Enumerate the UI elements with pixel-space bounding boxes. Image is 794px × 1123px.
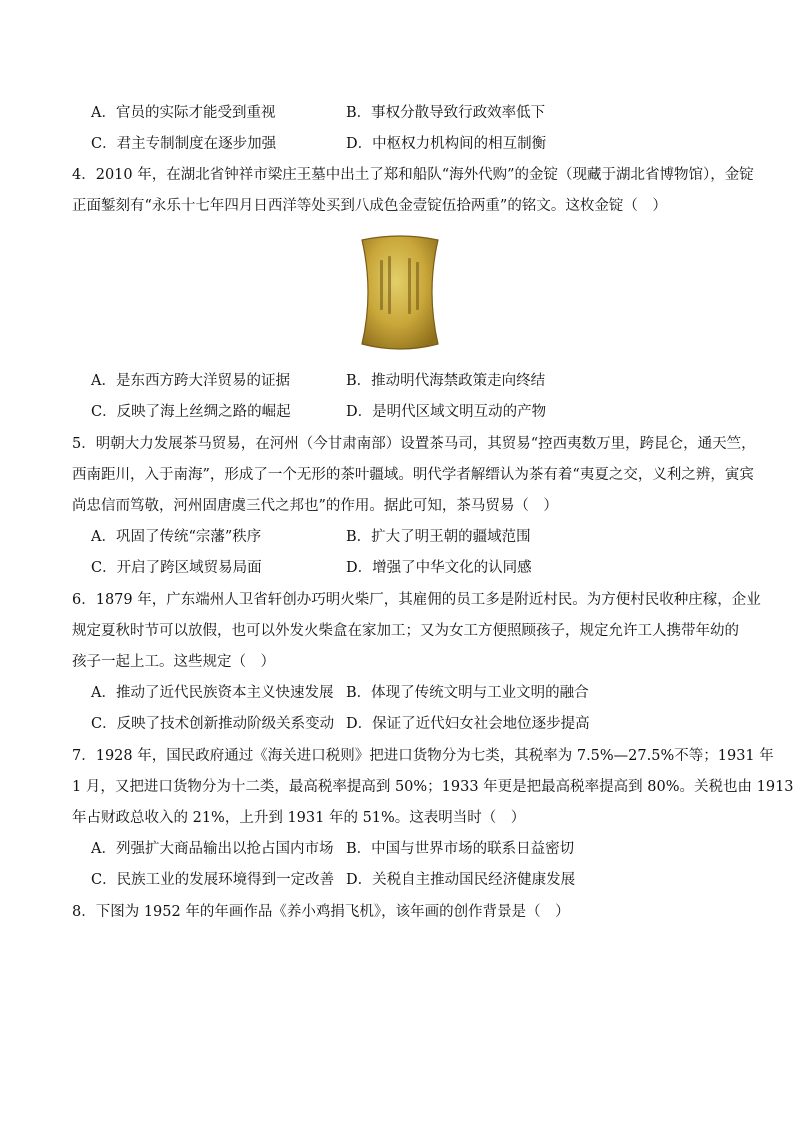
q5-stem-line-3: 尚忠信而笃敬，河州固唐虞三代之邦也”的作用。据此可知，茶马贸易（ ） bbox=[72, 498, 558, 514]
q6-stem-line-1: 6．1879 年，广东端州人卫省轩创办巧明火柴厂，其雇佣的员工多是附近村民。为方便村民收种庄稼，企业 bbox=[72, 592, 761, 608]
q4-stem-line-2: 正面錾刻有“永乐十七年四月日西洋等处买到八成色金壹锭伍拾两重”的铭文。这枚金锭（ ） bbox=[72, 198, 667, 214]
q5-stem-line-1: 5．明朝大力发展茶马贸易，在河州（今甘肃南部）设置茶马司，其贸易“控西夷数万里，跨昆仑，通天竺， bbox=[72, 436, 756, 452]
q3-option-c: C．君主专制制度在逐步加强 bbox=[91, 136, 277, 152]
q5-option-b: B．扩大了明王朝的疆域范围 bbox=[346, 529, 531, 545]
q4-option-a: A．是东西方跨大洋贸易的证据 bbox=[91, 373, 290, 389]
q5-option-d: D．增强了中华文化的认同感 bbox=[346, 560, 532, 576]
q3-option-b: B．事权分散导致行政效率低下 bbox=[346, 105, 546, 121]
q4-option-d: D．是明代区域文明互动的产物 bbox=[346, 404, 547, 420]
q6-stem-line-3: 孩子一起上工。这些规定（ ） bbox=[72, 654, 275, 670]
q3-option-d: D．中枢权力机构间的相互制衡 bbox=[346, 136, 547, 152]
gold-ingot-image bbox=[340, 232, 460, 352]
q5-stem-line-2: 西南距川，入于南海”，形成了一个无形的茶叶疆域。明代学者解缙认为茶有着“夷夏之交，义利之辨，寅宾 bbox=[72, 467, 754, 483]
q6-option-c: C．反映了技术创新推动阶级关系变动 bbox=[91, 716, 335, 732]
q4-option-b: B．推动明代海禁政策走向终结 bbox=[346, 373, 546, 389]
q6-option-b: B．体现了传统文明与工业文明的融合 bbox=[346, 685, 589, 701]
q6-option-a: A．推动了近代民族资本主义快速发展 bbox=[91, 685, 334, 701]
q7-option-b: B．中国与世界市场的联系日益密切 bbox=[346, 841, 575, 857]
q7-stem-line-2: 1 月，又把进口货物分为十二类，最高税率提高到 50%；1933 年更是把最高税率提高到 80%。关税也由 1913 bbox=[72, 779, 794, 795]
q7-stem-line-1: 7．1928 年，国民政府通过《海关进口税则》把进口货物分为七类，其税率为 7.5%—27.5%不等；1931 年 bbox=[72, 748, 774, 764]
ingot-body bbox=[362, 236, 438, 349]
q5-option-c: C．开启了跨区域贸易局面 bbox=[91, 560, 262, 576]
q7-option-c: C．民族工业的发展环境得到一定改善 bbox=[91, 872, 335, 888]
q8-stem-line-1: 8．下图为 1952 年的年画作品《养小鸡捐飞机》，该年画的创作背景是（ ） bbox=[72, 904, 570, 920]
q6-option-d: D．保证了近代妇女社会地位逐步提高 bbox=[346, 716, 590, 732]
q7-option-a: A．列强扩大商品输出以抢占国内市场 bbox=[91, 841, 334, 857]
q7-stem-line-3: 年占财政总收入的 21%，上升到 1931 年的 51%。这表明当时（ ） bbox=[72, 810, 526, 826]
q3-option-a: A．官员的实际才能受到重视 bbox=[91, 105, 276, 121]
q5-option-a: A．巩固了传统“宗藩”秩序 bbox=[91, 529, 262, 545]
q6-stem-line-2: 规定夏秋时节可以放假，也可以外发火柴盒在家加工；又为女工方便照顾孩子，规定允许工人携带年幼的 bbox=[72, 623, 739, 639]
q7-option-d: D．关税自主推动国民经济健康发展 bbox=[346, 872, 576, 888]
q4-option-c: C．反映了海上丝绸之路的崛起 bbox=[91, 404, 291, 420]
gold-ingot-illustration bbox=[340, 232, 460, 352]
q4-stem-line-1: 4．2010 年，在湖北省钟祥市梁庄王墓中出土了郑和船队“海外代购”的金锭（现藏于湖北省博物馆），金锭 bbox=[72, 167, 754, 183]
